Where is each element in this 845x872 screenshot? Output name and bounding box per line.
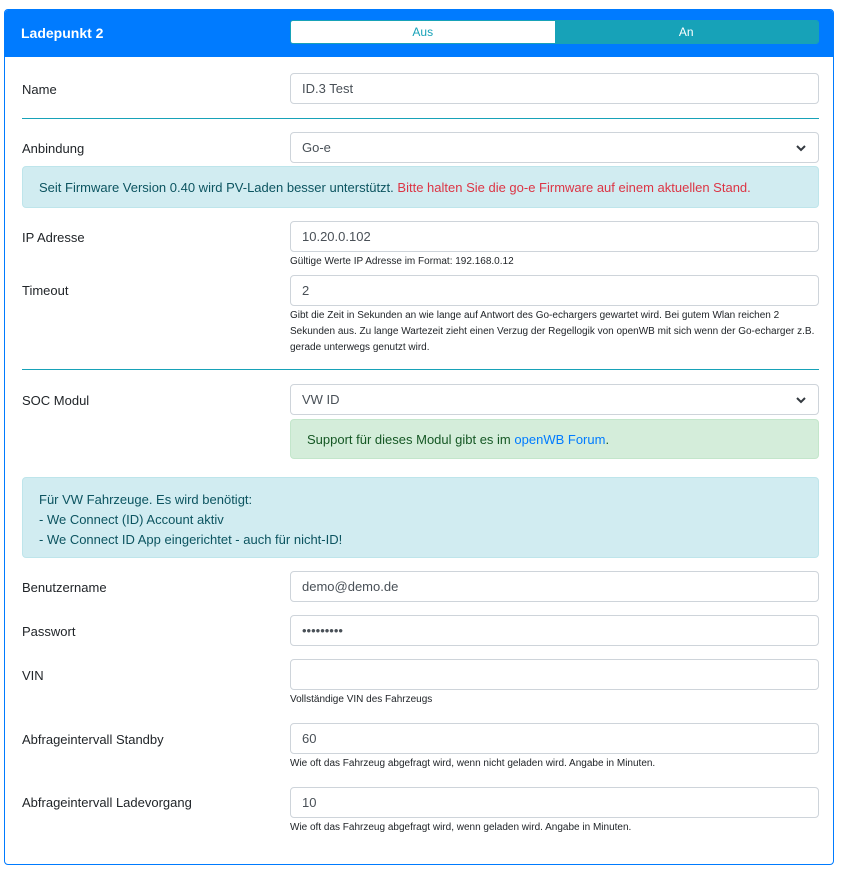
benutzername-input[interactable]: demo@demo.de	[290, 571, 819, 602]
anbindung-select[interactable]	[290, 132, 819, 163]
soc-select[interactable]	[290, 384, 819, 415]
soc-support-alert	[290, 419, 819, 459]
vin-help-text: Vollständige VIN des Fahrzeugs	[290, 694, 433, 705]
ladepunkt-card	[4, 9, 834, 865]
ladevorgang-label: Abfrageintervall Ladevorgang	[22, 795, 192, 810]
vin-input[interactable]	[290, 659, 819, 690]
on-off-toggle[interactable]	[290, 20, 819, 44]
vw-info-line: Für VW Fahrzeuge. Es wird benötigt:	[39, 492, 253, 507]
separator	[22, 369, 819, 370]
vin-label: VIN	[22, 668, 44, 683]
support-text-end: .	[605, 432, 610, 447]
openwb-forum-link[interactable]: openWB Forum	[514, 432, 606, 447]
name-input[interactable]: ID.3 Test	[290, 73, 819, 104]
separator	[22, 118, 819, 119]
support-text: Support für dieses Modul gibt es im	[307, 432, 511, 447]
vw-info-line: - We Connect ID App eingerichtet - auch für nicht-ID!	[39, 532, 343, 547]
soc-label: SOC Modul	[22, 393, 90, 408]
standby-help-text: Wie oft das Fahrzeug abgefragt wird, wenn nicht geladen wird. Angabe in Minuten.	[290, 758, 656, 769]
firmware-info-text: Seit Firmware Version 0.40 wird PV-Laden besser unterstützt.	[39, 180, 394, 195]
chevron-down-icon	[795, 142, 807, 154]
standby-input[interactable]: 60	[290, 723, 819, 754]
vw-info-alert	[22, 477, 819, 558]
card-header	[5, 10, 833, 57]
firmware-warning-text: Bitte halten Sie die go-e Firmware auf einem aktuellen Stand.	[397, 180, 751, 195]
standby-label: Abfrageintervall Standby	[22, 732, 164, 747]
toggle-aus-button[interactable]: Aus	[291, 21, 555, 43]
passwort-label: Passwort	[22, 624, 76, 639]
ladevorgang-input[interactable]: 10	[290, 787, 819, 818]
anbindung-selected-value: Go-e	[302, 140, 331, 155]
vw-info-line: - We Connect (ID) Account aktiv	[39, 512, 224, 527]
name-label: Name	[22, 82, 57, 97]
soc-selected-value: VW ID	[302, 392, 340, 407]
ladevorgang-help-text: Wie oft das Fahrzeug abgefragt wird, wenn geladen wird. Angabe in Minuten.	[290, 822, 632, 833]
timeout-help-text: Gibt die Zeit in Sekunden an wie lange auf Antwort des Go-echargers gewartet wird. Bei gutem Wlan reichen 2 Sekunden aus. Zu lange Wartezeit zieht einen Verzug der Regellogik von openWB mit sich wenn der Go-echarger z.B. gerade unterwegs genutzt wird.	[290, 310, 815, 353]
passwort-input[interactable]: •••••••••	[290, 615, 819, 646]
timeout-label: Timeout	[22, 283, 69, 298]
ip-help-text: Gültige Werte IP Adresse im Format: 192.168.0.12	[290, 256, 514, 267]
anbindung-label: Anbindung	[22, 141, 85, 156]
benutzername-label: Benutzername	[22, 580, 107, 595]
timeout-input[interactable]: 2	[290, 275, 819, 306]
toggle-an-button[interactable]: An	[555, 21, 819, 43]
chevron-down-icon	[795, 394, 807, 406]
ip-input[interactable]: 10.20.0.102	[290, 221, 819, 252]
card-title: Ladepunkt 2	[21, 25, 104, 41]
ip-label: IP Adresse	[22, 230, 85, 245]
firmware-info-alert	[22, 166, 819, 208]
